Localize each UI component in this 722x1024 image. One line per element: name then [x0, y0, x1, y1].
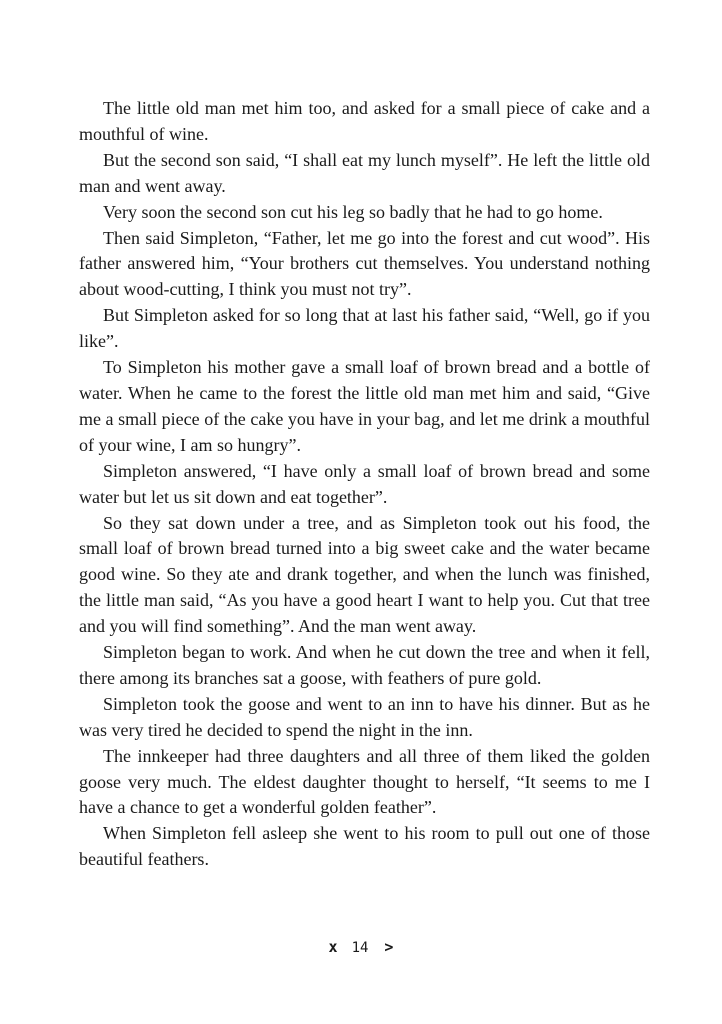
- paragraph: So they sat down under a tree, and as Simpleton took out his food, the small loaf of brown bread turned into a big sweet cake and the water became good wine. So they ate and drank together, and when the lunch was finished, the little man said, “As you have a good heart I want to help you. Cut that tree and you will find something”. And the man went away.: [79, 512, 650, 637]
- paragraph: Very soon the second son cut his leg so badly that he had to go home.: [103, 201, 603, 222]
- paragraph: When Simpleton fell asleep she went to his room to pull out one of those beautiful feathers.: [79, 823, 650, 870]
- paragraph: But Simpleton asked for so long that at last his father said, “Well, go if you like”.: [79, 305, 650, 352]
- footer-ornament-left: x: [328, 938, 338, 956]
- paragraph: Simpleton answered, “I have only a small loaf of brown bread and some water but let us sit down and eat together”.: [79, 460, 650, 507]
- page-footer: [0, 937, 722, 956]
- paragraph: To Simpleton his mother gave a small loaf of brown bread and a bottle of water. When he came to the forest the little old man met him and said, “Give me a small piece of the cake you have in your bag, and let me drink a mouthful of your wine, I am so hungry”.: [79, 357, 650, 455]
- paragraph: Simpleton began to work. And when he cut down the tree and when it fell, there among its branches sat a goose, with feathers of pure gold.: [79, 642, 650, 688]
- paragraph: The little old man met him too, and asked for a small piece of cake and a mouthful of wine.: [79, 98, 650, 144]
- paragraph: But the second son said, “I shall eat my lunch myself”. He left the little old man and went away.: [79, 149, 650, 196]
- page-number: 14: [351, 940, 369, 956]
- paragraph: Then said Simpleton, “Father, let me go into the forest and cut wood”. His father answered him, “Your brothers cut themselves. You understand nothing about wood-cutting, I think you must not try”.: [79, 227, 650, 300]
- body-text: [79, 96, 650, 873]
- footer-ornament-right: >: [384, 938, 394, 956]
- paragraph: Simpleton took the goose and went to an inn to have his dinner. But as he was very tired he decided to spend the night in the inn.: [79, 693, 650, 740]
- paragraph: The innkeeper had three daughters and all three of them liked the golden goose very much. The eldest daughter thought to herself, “It seems to me I have a chance to get a wonderful golden feather”.: [79, 745, 650, 818]
